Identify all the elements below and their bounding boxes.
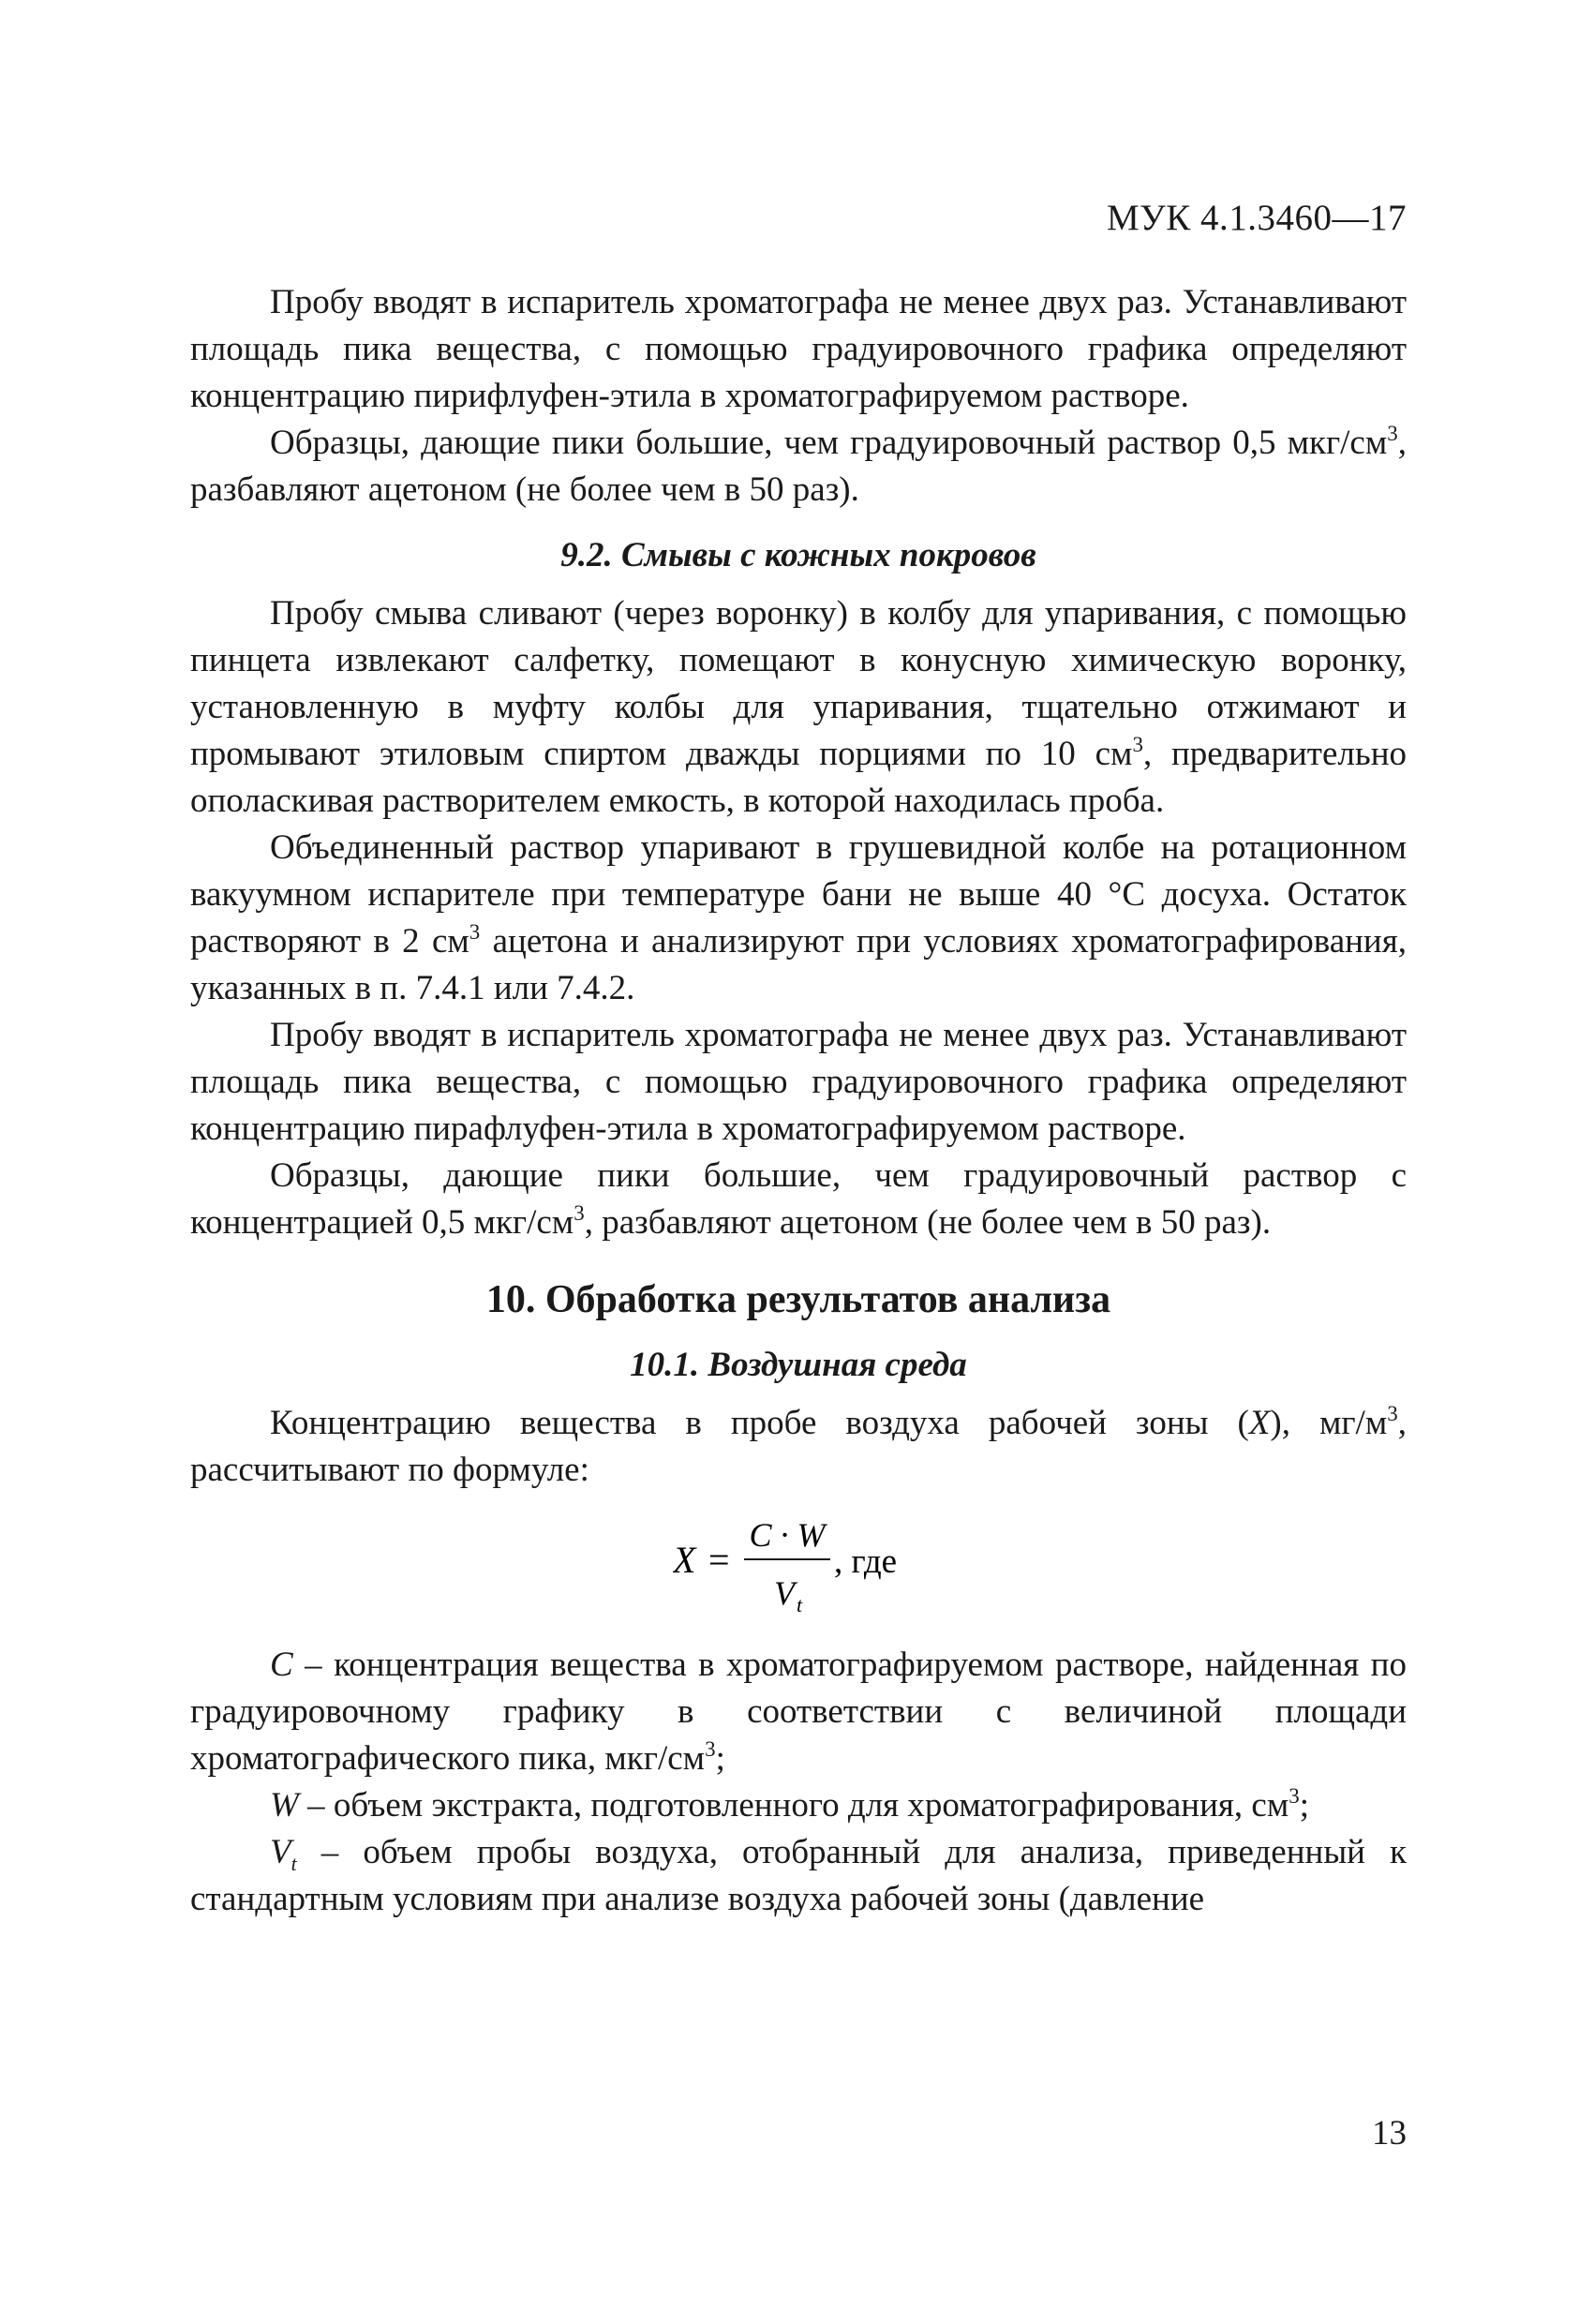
paragraph-evaporation: Объединенный раствор упаривают в грушевидной колбе на ротационном вакуумном испарителе при температуре бани не выше 40 °С досуха. Остаток растворяют в 2 $см^3$ ацетона и анализируют при условиях хроматографирования, указанных в п. 7.4.1 или 7.4.2.: [190, 828, 1407, 1007]
page-number: 13: [1372, 2114, 1407, 2153]
formula-row: [190, 1499, 1407, 1621]
definition-c: C – концентрация вещества в хроматографируемом растворе, найденная по градуировочному графику в соответствии с величиной площади хроматографического пика, мкг/$см^3$;: [190, 1646, 1407, 1778]
subsection-heading-10-1: 10.1. Воздушная среда: [630, 1346, 967, 1384]
superscript: 3: [469, 920, 481, 944]
paragraph-dilution: Образцы, дающие пики большие, чем градуировочный раствор 0,5 мкг/$см^3$, разбавляют ацетоном (не более чем в 50 раз).: [190, 422, 1407, 509]
definition-w: W – объем экстракта, подготовленного для хроматографирования, $см^3$;: [270, 1784, 1310, 1825]
paragraph-concentration-intro: Концентрацию вещества в пробе воздуха рабочей зоны (X), $мг/м^3$, рассчитывают по формуле:: [190, 1402, 1407, 1489]
formula-suffix: , где: [834, 1542, 898, 1581]
formula-equals: =: [708, 1539, 730, 1581]
superscript: 3: [1387, 1402, 1398, 1425]
page-content: [190, 279, 1407, 1923]
formula-denominator: V: [774, 1574, 795, 1612]
variable-w: W: [270, 1786, 299, 1825]
paragraph-dilution-2: Образцы, дающие пики большие, чем градуировочный раствор с концентрацией 0,5 мкг/$см^3$, разбавляют ацетоном (не более чем в 50 раз).: [190, 1156, 1407, 1242]
superscript: 3: [1387, 422, 1398, 445]
paragraph-sample-injection-2: Пробу вводят в испаритель хроматографа не менее двух раз. Устанавливают площадь пика вещества, с помощью градуировочного графика определяют концентрацию пирафлуфен-этила в хроматографируемом растворе.: [190, 1016, 1407, 1148]
superscript: 3: [1289, 1784, 1300, 1808]
paragraph-wash-sample: Пробу смыва сливают (через воронку) в колбу для упаривания, с помощью пинцета извлекают салфетку, помещают в конусную химическую воронку, установленную в муфту колбы для упаривания, тщательно отжимают и промывают этиловым спиртом дважды порциями по 10 $см^3$, предварительно ополаскивая растворителем емкость, в которой находилась проба.: [190, 594, 1408, 820]
formula-denominator-subscript: t: [797, 1593, 803, 1616]
superscript: 3: [705, 1737, 716, 1761]
subsection-heading-9-2: 9.2. Смывы с кожных покровов: [560, 536, 1036, 574]
formula-numerator: C · W: [749, 1516, 826, 1554]
variable-x: X: [1248, 1404, 1271, 1442]
formula-lhs: X: [673, 1539, 696, 1581]
variable-c: C: [270, 1646, 293, 1684]
document-code: МУК 4.1.3460—17: [1106, 198, 1407, 238]
superscript: 3: [1132, 733, 1143, 756]
superscript: 3: [574, 1201, 585, 1225]
section-heading-10: 10. Обработка результатов анализа: [485, 1278, 1111, 1321]
definition-vt: $V_t$ – объем пробы воздуха, отобранный для анализа, приведенный к стандартным условиям при анализе воздуха рабочей зоны (давление: [190, 1833, 1407, 1918]
subscript-t: t: [290, 1852, 297, 1875]
paragraph-sample-injection: Пробу вводят в испаритель хроматографа не менее двух раз. Устанавливают площадь пика вещества, с помощью градуировочного графика определяют концентрацию пирифлуфен-этила в хроматографируемом растворе.: [190, 283, 1407, 415]
variable-v: V: [270, 1833, 291, 1871]
formula-x-equals: [673, 1499, 1010, 1621]
